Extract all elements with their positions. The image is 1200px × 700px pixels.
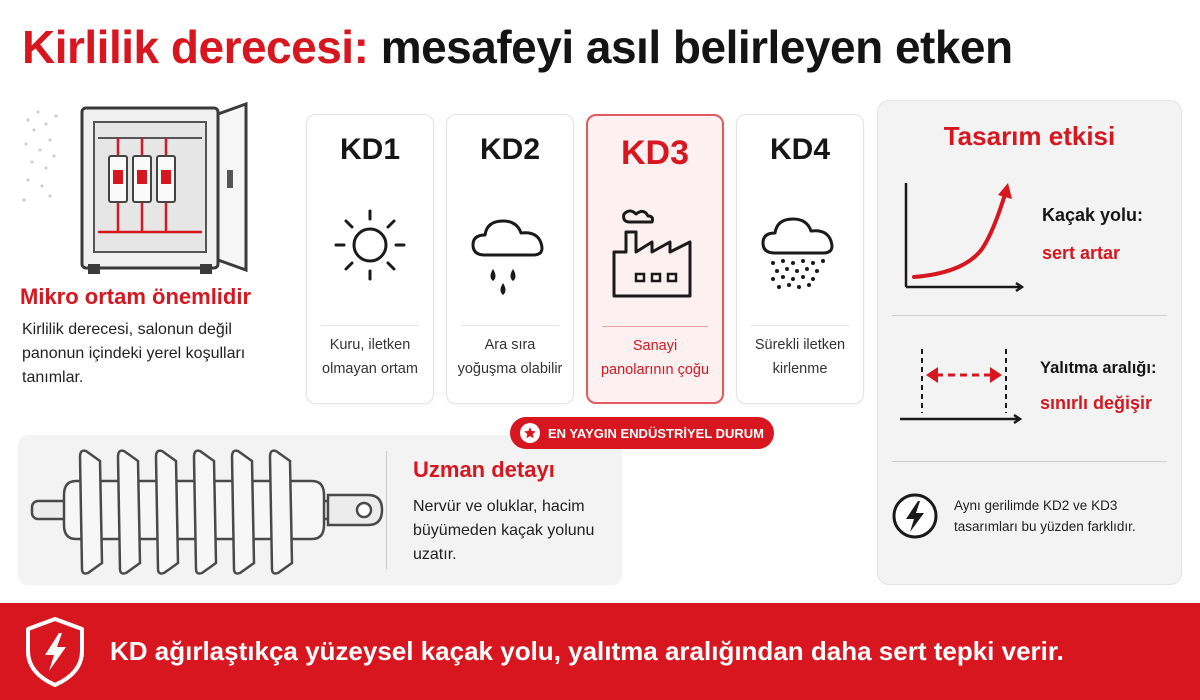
kd4-label: KD4 bbox=[769, 133, 830, 166]
kd3-desc: Sanayi panolarının çoğu bbox=[600, 338, 710, 378]
kd1-label: KD1 bbox=[339, 133, 400, 166]
kd1-desc: Kuru, iletken olmayan ortam bbox=[322, 337, 418, 377]
panel-divider-2 bbox=[892, 461, 1167, 462]
electrical-cabinet-icon bbox=[20, 100, 280, 280]
most-common-badge bbox=[510, 417, 774, 449]
clearance-chart-icon bbox=[894, 339, 1024, 434]
kd3-label: KD3 bbox=[620, 134, 690, 172]
lightning-icon bbox=[890, 491, 940, 541]
footer-banner bbox=[0, 603, 1200, 700]
expert-detail-panel bbox=[18, 435, 622, 585]
creepage-value: sert artar bbox=[1042, 243, 1121, 263]
kd2-card bbox=[446, 114, 574, 404]
page-title bbox=[22, 14, 1182, 80]
star-icon bbox=[520, 423, 540, 443]
expert-text: Nervür ve oluklar, hacim büyümeden kaçak yolunu uzatır. bbox=[413, 498, 595, 563]
title-accent: Kirlilik derecesi: bbox=[22, 21, 369, 73]
panel-divider-1 bbox=[892, 315, 1167, 316]
creepage-growth-chart-icon bbox=[894, 177, 1024, 297]
insulator-icon bbox=[28, 443, 388, 577]
badge-label: EN YAYGIN ENDÜSTRİYEL DURUM bbox=[548, 425, 764, 441]
kd4-divider bbox=[751, 325, 849, 326]
cloud-rain-icon bbox=[455, 203, 565, 313]
factory-icon bbox=[600, 204, 710, 314]
shield-lightning-icon bbox=[22, 615, 88, 689]
kd2-divider bbox=[461, 325, 559, 326]
clearance-label: Yalıtma aralığı: bbox=[1040, 359, 1157, 377]
kd3-divider bbox=[602, 326, 708, 327]
design-heading: Tasarım etkisi bbox=[943, 121, 1116, 151]
cloud-dust-icon bbox=[745, 203, 855, 313]
kd3-card bbox=[586, 114, 724, 404]
footer-text: KD ağırlaştıkça yüzeysel kaçak yolu, yalıtma aralığından daha sert tepki verir. bbox=[110, 636, 1064, 666]
kd2-desc: Ara sıra yoğuşma olabilir bbox=[457, 337, 563, 377]
kd4-card bbox=[736, 114, 864, 404]
kd1-divider bbox=[321, 325, 419, 326]
design-impact-panel bbox=[877, 100, 1182, 585]
title-main: mesafeyi asıl belirleyen etken bbox=[380, 21, 1013, 73]
sun-icon bbox=[315, 203, 425, 313]
kd4-desc: Sürekli iletken kirlenme bbox=[754, 337, 846, 377]
clearance-value: sınırlı değişir bbox=[1040, 393, 1153, 413]
creepage-label: Kaçak yolu: bbox=[1042, 205, 1144, 225]
micro-env-heading: Mikro ortam önemlidir bbox=[20, 284, 252, 309]
expert-divider bbox=[386, 451, 387, 569]
expert-heading: Uzman detayı bbox=[413, 457, 555, 482]
design-note: Aynı gerilimde KD2 ve KD3 tasarımları bu yüzden farklıdır. bbox=[954, 498, 1136, 534]
kd2-label: KD2 bbox=[479, 133, 540, 166]
micro-env-text: Kirlilik derecesi, salonun değil panonun içindeki yerel koşulları tanımlar. bbox=[22, 321, 246, 386]
kd1-card bbox=[306, 114, 434, 404]
